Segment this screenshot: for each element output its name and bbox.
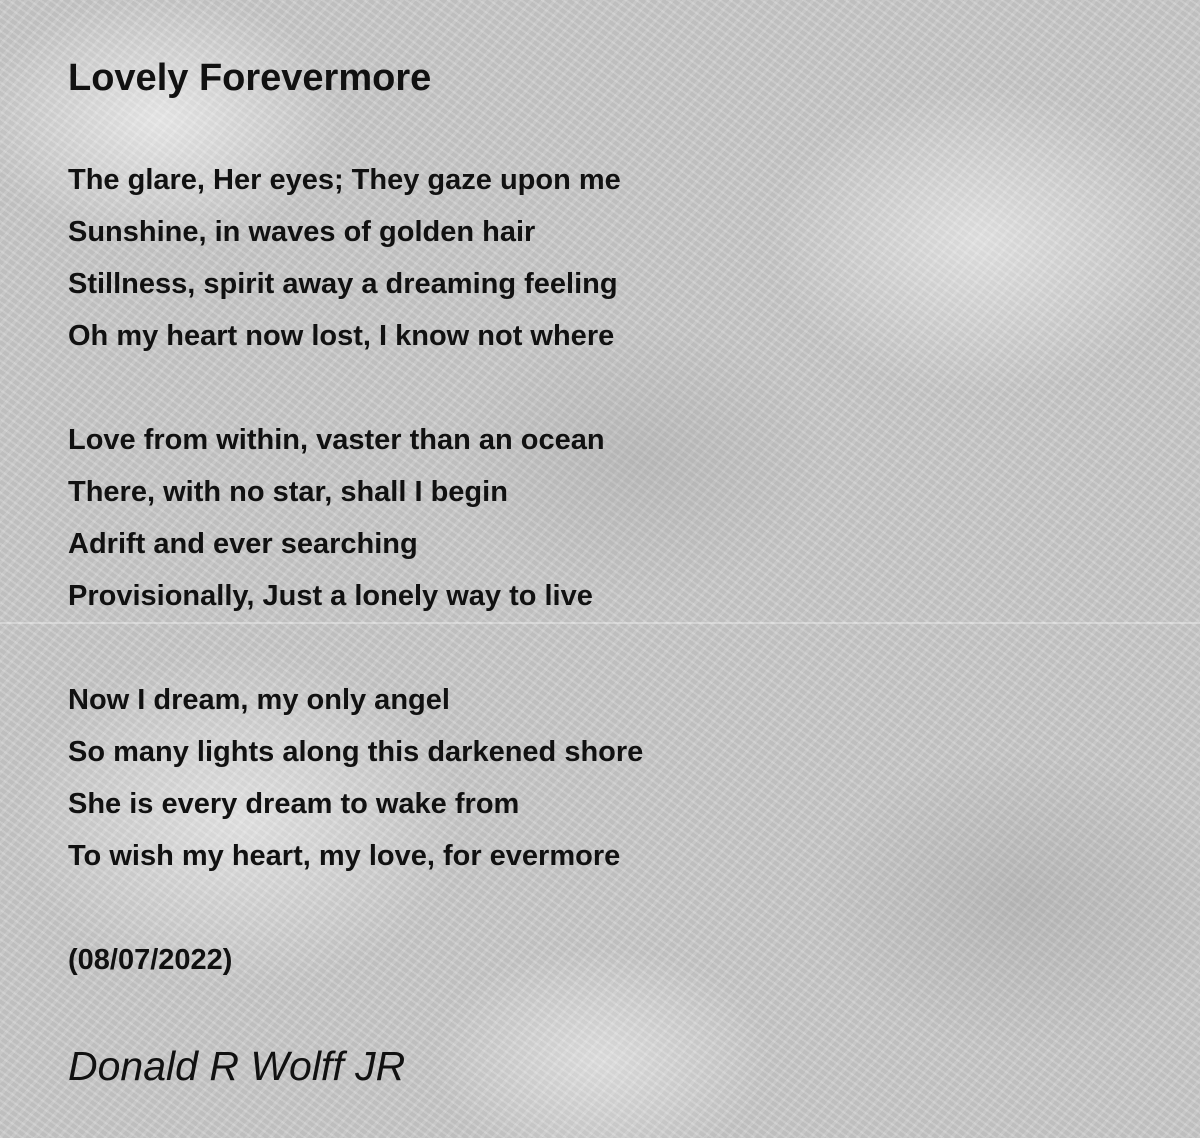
poem-line: So many lights along this darkened shore <box>68 736 644 768</box>
poem-line: Love from within, vaster than an ocean <box>68 424 605 456</box>
poem-line: Sunshine, in waves of golden hair <box>68 216 536 248</box>
poem-line: Now I dream, my only angel <box>68 684 450 716</box>
stanza-3 <box>68 674 1148 882</box>
poem-card <box>68 56 1148 1090</box>
poem-line: Adrift and ever searching <box>68 528 418 560</box>
poem-author: Donald R Wolff JR <box>68 1043 406 1089</box>
stanza-2 <box>68 414 1148 622</box>
poem-line: Stillness, spirit away a dreaming feeling <box>68 268 618 300</box>
poem-date: (08/07/2022) <box>68 944 233 976</box>
poem-line: There, with no star, shall I begin <box>68 476 508 508</box>
poem-title: Lovely Forevermore <box>68 57 432 99</box>
poem-line: The glare, Her eyes; They gaze upon me <box>68 164 621 196</box>
poem-line: Provisionally, Just a lonely way to live <box>68 580 593 612</box>
poem-body <box>68 154 1148 882</box>
poem-line: To wish my heart, my love, for evermore <box>68 840 621 872</box>
poem-line: She is every dream to wake from <box>68 788 520 820</box>
stanza-1 <box>68 154 1148 362</box>
poem-line: Oh my heart now lost, I know not where <box>68 320 615 352</box>
